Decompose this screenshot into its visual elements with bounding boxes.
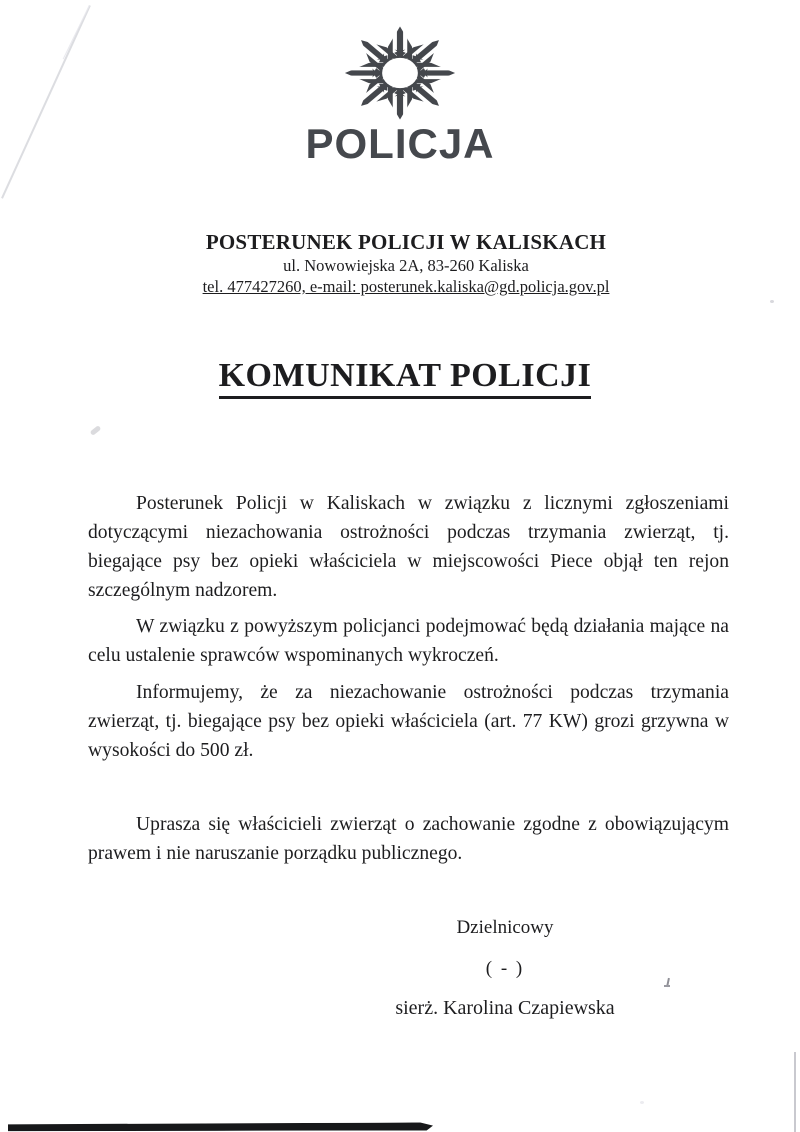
signature-role: Dzielnicowy <box>456 917 554 938</box>
unit-name: POSTERUNEK POLICJI W KALISKACH <box>205 230 607 254</box>
body-paragraph-2: W związku z powyższym policjanci podejmować będą działania mające na celu ustalenie sprawców wspominanych wykroczeń. <box>88 616 729 666</box>
police-star-icon <box>342 24 458 122</box>
scan-fold-line <box>1 5 91 199</box>
policja-wordmark: POLICJA <box>305 120 495 167</box>
scan-speck <box>770 300 774 303</box>
scan-smudge <box>90 425 102 436</box>
scan-bottom-bar <box>8 1122 433 1131</box>
scan-speck <box>640 1101 644 1104</box>
scan-tick-mark <box>666 978 670 987</box>
letterhead <box>0 229 800 298</box>
body-paragraph-1: Posterunek Policji w Kaliskach w związku z licznymi zgłoszeniami dotyczącymi niezachowania ostrożności podczas trzymania zwierząt, tj. biegające psy bez opieki właściciela w miejscowości Piece objął ten rejon szczególnym nadzorem. <box>88 493 729 601</box>
signature-mark: ( - ) <box>485 958 525 979</box>
signature-block <box>355 917 655 1020</box>
scan-edge-line <box>794 1052 796 1132</box>
body-paragraph-3: Informujemy, że za niezachowanie ostrożności podczas trzymania zwierząt, tj. biegające psy bez opieki właściciela (art. 77 KW) grozi grzywna w wysokości do 500 zł. <box>88 682 729 761</box>
scan-tick-mark-foot <box>664 985 670 987</box>
document-title: KOMUNIKAT POLICJI <box>219 357 592 399</box>
unit-address: ul. Nowowiejska 2A, 83-260 Kaliska <box>283 256 529 276</box>
unit-contact: tel. 477427260, e-mail: posterunek.kaliska@gd.policja.gov.pl <box>202 276 610 296</box>
body-paragraph-4: Uprasza się właścicieli zwierząt o zachowanie zgodne z obowiązującym prawem i nie naruszanie porządku publicznego. <box>88 814 729 864</box>
title-row <box>0 357 800 399</box>
signature-name: sierż. Karolina Czapiewska <box>395 997 615 1019</box>
scan-fold-line-secondary <box>63 5 90 59</box>
